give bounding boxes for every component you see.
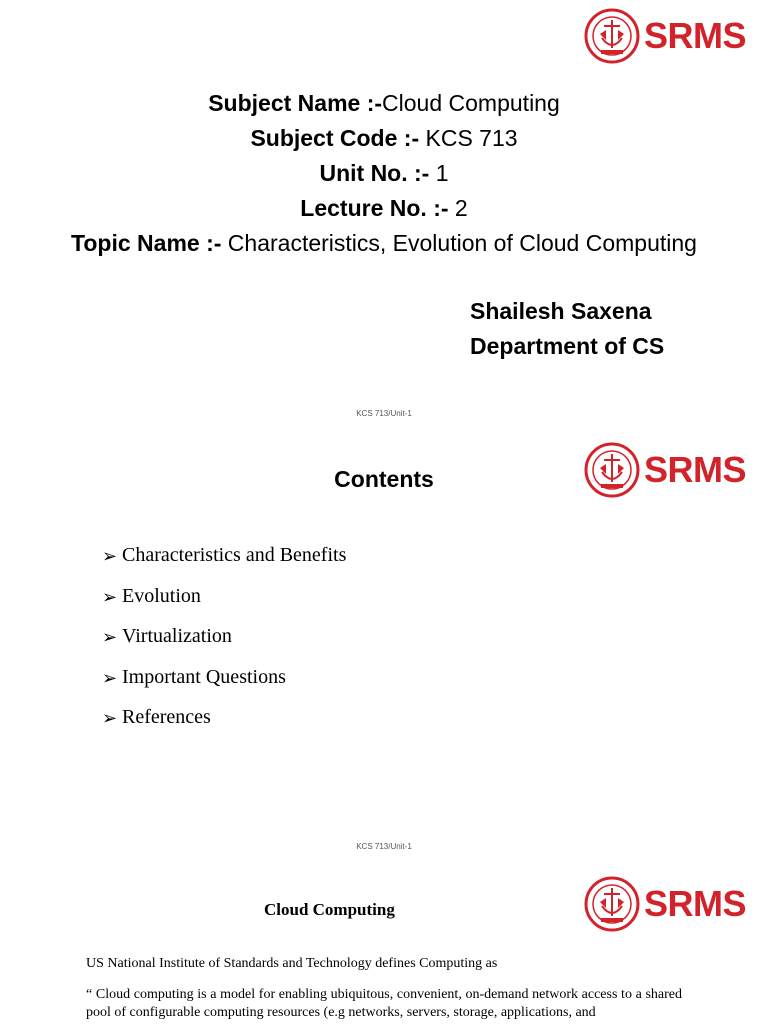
list-item-label: References <box>122 706 211 728</box>
subject-info <box>0 86 768 261</box>
unit-label: Unit No. :- <box>319 160 430 186</box>
contents-list <box>102 544 346 747</box>
title-slide <box>0 0 768 432</box>
brand-name: SRMS <box>644 15 747 56</box>
subject-code-line <box>0 121 768 156</box>
brand-name: SRMS <box>644 883 747 924</box>
list-item <box>102 544 346 585</box>
arrow-bullet-icon: ➢ <box>102 546 118 566</box>
topic-line <box>0 226 768 261</box>
list-item <box>102 625 346 666</box>
arrow-bullet-icon: ➢ <box>102 627 118 647</box>
subject-name-value: Cloud Computing <box>382 90 560 116</box>
list-item-label: Evolution <box>122 584 201 607</box>
arrow-bullet-icon: ➢ <box>102 708 118 728</box>
author-block <box>470 294 664 364</box>
brand-name: SRMS <box>644 449 747 490</box>
slide-footer: KCS 713/Unit-1 <box>356 409 412 418</box>
nist-intro: US National Institute of Standards and Technology defines Computing as <box>86 956 498 971</box>
unit-value: 1 <box>429 160 449 186</box>
list-item <box>102 706 346 747</box>
list-item-label: Important Questions <box>122 665 286 688</box>
lecture-label: Lecture No. :- <box>300 195 449 221</box>
srms-seal-icon <box>584 876 640 932</box>
list-item-label: Characteristics and Benefits <box>122 544 347 566</box>
lecture-line <box>0 191 768 226</box>
list-item-label: Virtualization <box>122 625 232 647</box>
subject-name-label: Subject Name :- <box>208 90 383 116</box>
definition-quote: “ Cloud computing is a model for enabling ubiquitous, convenient, on-demand network access to a shared pool of configurable computing resources (e.g networks, servers, storage, applications, and <box>86 987 682 1020</box>
cloud-computing-slide <box>0 868 768 1024</box>
lecture-value: 2 <box>448 195 468 221</box>
srms-logo <box>584 8 756 64</box>
topic-label: Topic Name :- <box>71 230 222 256</box>
arrow-bullet-icon: ➢ <box>102 586 118 607</box>
subject-name-line <box>0 86 768 121</box>
slide-title: Cloud Computing <box>264 900 395 919</box>
arrow-bullet-icon: ➢ <box>102 667 118 688</box>
contents-slide <box>0 436 768 868</box>
unit-line <box>0 156 768 191</box>
slide-footer: KCS 713/Unit-1 <box>356 842 412 851</box>
subject-code-label: Subject Code :- <box>250 125 420 151</box>
author-department: Department of CS <box>470 333 665 359</box>
topic-value: Characteristics, Evolution of Cloud Computing <box>221 230 697 256</box>
srms-logo <box>584 876 756 932</box>
author-name: Shailesh Saxena <box>470 298 652 324</box>
contents-title: Contents <box>334 466 434 492</box>
subject-code-value: KCS 713 <box>419 125 518 151</box>
list-item <box>102 585 346 626</box>
list-item <box>102 666 346 707</box>
srms-seal-icon <box>584 8 640 64</box>
